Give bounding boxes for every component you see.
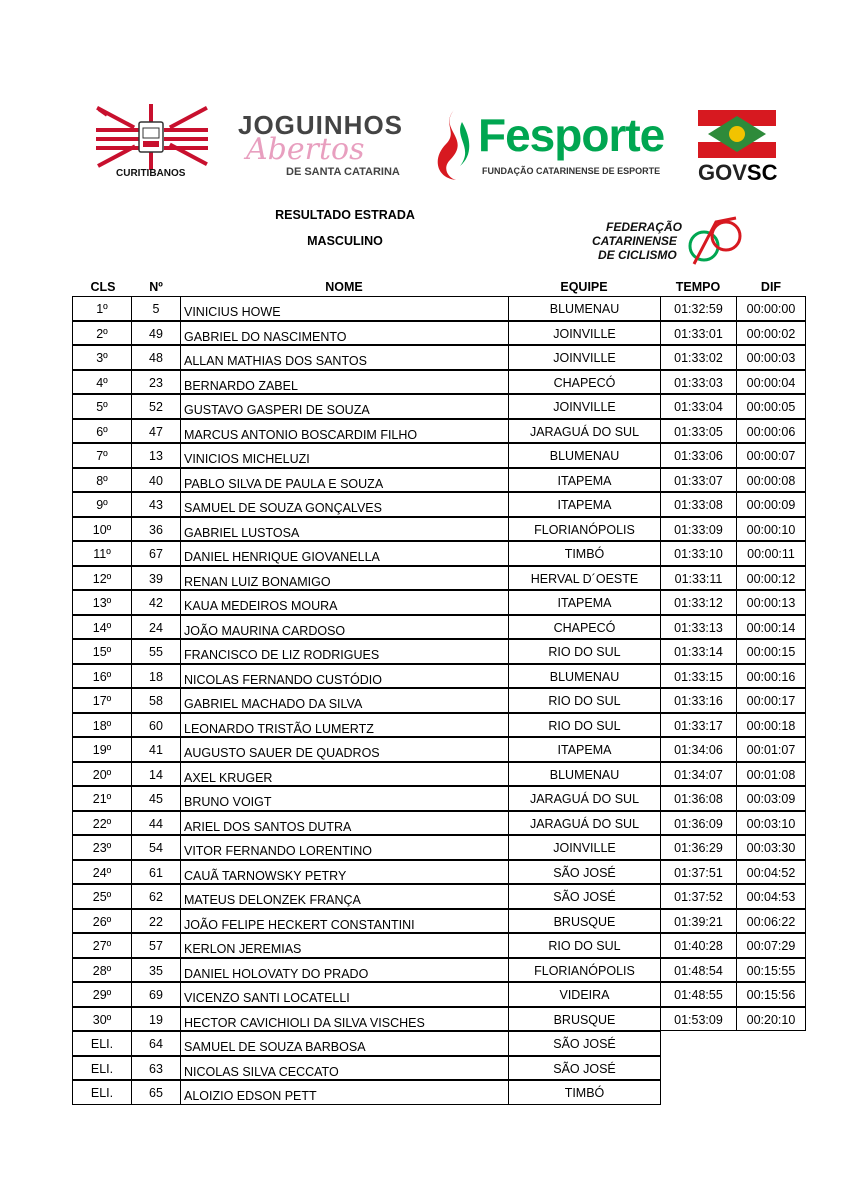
cell-name: ALOIZIO EDSON PETT [180, 1080, 509, 1105]
cell-cls: 26º [72, 909, 132, 934]
cell-cls: 15º [72, 639, 132, 664]
header-dif: DIF [760, 280, 782, 294]
cell-time: 01:48:55 [660, 982, 737, 1007]
cell-num: 48 [131, 345, 181, 370]
cell-team: TIMBÓ [508, 1080, 661, 1105]
joguinhos-logo [234, 110, 418, 180]
cell-num: 52 [131, 394, 181, 419]
cell-name: RENAN LUIZ BONAMIGO [180, 566, 509, 591]
cell-num: 23 [131, 370, 181, 395]
cell-cls: 29º [72, 982, 132, 1007]
cell-dif: 00:00:03 [736, 345, 806, 370]
cell-dif: 00:00:05 [736, 394, 806, 419]
cell-team: RIO DO SUL [508, 639, 661, 664]
cell-name: NICOLAS SILVA CECCATO [180, 1056, 509, 1081]
cell-dif: 00:04:52 [736, 860, 806, 885]
cell-cls: 1º [72, 296, 132, 321]
cell-num: 43 [131, 492, 181, 517]
cell-name: LEONARDO TRISTÃO LUMERTZ [180, 713, 509, 738]
cell-name: MARCUS ANTONIO BOSCARDIM FILHO [180, 419, 509, 444]
cell-cls: 18º [72, 713, 132, 738]
cell-dif: 00:00:13 [736, 590, 806, 615]
cell-cls: 22º [72, 811, 132, 836]
cell-time: 01:33:10 [660, 541, 737, 566]
cell-cls: 6º [72, 419, 132, 444]
cell-cls: ELI. [72, 1056, 132, 1081]
cell-dif: 00:00:00 [736, 296, 806, 321]
cell-team: JOINVILLE [508, 321, 661, 346]
cell-team: JOINVILLE [508, 345, 661, 370]
cell-cls: 12º [72, 566, 132, 591]
cell-num: 22 [131, 909, 181, 934]
cell-num: 13 [131, 443, 181, 468]
cell-dif: 00:00:02 [736, 321, 806, 346]
cell-team: HERVAL D´OESTE [508, 566, 661, 591]
cell-name: SAMUEL DE SOUZA GONÇALVES [180, 492, 509, 517]
cell-name: BRUNO VOIGT [180, 786, 509, 811]
cell-num: 65 [131, 1080, 181, 1105]
document-subtitle: MASCULINO [307, 234, 383, 248]
cell-dif: 00:00:16 [736, 664, 806, 689]
cell-cls: 17º [72, 688, 132, 713]
cell-num: 41 [131, 737, 181, 762]
joguinhos-script: Abertos [246, 132, 365, 167]
cell-cls: 2º [72, 321, 132, 346]
cell-team: JARAGUÁ DO SUL [508, 419, 661, 444]
govsc-sc: SC [746, 160, 778, 185]
fesporte-title: Fesporte [478, 109, 665, 161]
cell-team: SÃO JOSÉ [508, 1056, 661, 1081]
cell-team: JOINVILLE [508, 835, 661, 860]
fcc-line1: FEDERAÇÃO [606, 220, 683, 234]
cell-time: 01:34:06 [660, 737, 737, 762]
cell-team: SÃO JOSÉ [508, 860, 661, 885]
fcc-line3: DE CICLISMO [598, 248, 677, 262]
govsc-logo [694, 108, 780, 186]
cell-num: 55 [131, 639, 181, 664]
cell-team: BRUSQUE [508, 909, 661, 934]
cell-name: KERLON JEREMIAS [180, 933, 509, 958]
cell-cls: 16º [72, 664, 132, 689]
cell-team: SÃO JOSÉ [508, 884, 661, 909]
cell-team: CHAPECÓ [508, 615, 661, 640]
cell-cls: 8º [72, 468, 132, 493]
cell-cls: ELI. [72, 1031, 132, 1056]
cell-name: KAUA MEDEIROS MOURA [180, 590, 509, 615]
cell-cls: 14º [72, 615, 132, 640]
cell-time: 01:39:21 [660, 909, 737, 934]
cell-cls: 19º [72, 737, 132, 762]
cell-time: 01:33:17 [660, 713, 737, 738]
cell-time: 01:34:07 [660, 762, 737, 787]
cell-name: JOÃO FELIPE HECKERT CONSTANTINI [180, 909, 509, 934]
cell-time: 01:33:01 [660, 321, 737, 346]
cell-time: 01:33:08 [660, 492, 737, 517]
cell-num: 47 [131, 419, 181, 444]
cell-team: RIO DO SUL [508, 713, 661, 738]
fcc-logo [588, 212, 744, 270]
cell-cls: 27º [72, 933, 132, 958]
cell-num: 24 [131, 615, 181, 640]
cell-team: FLORIANÓPOLIS [508, 958, 661, 983]
cell-time: 01:36:29 [660, 835, 737, 860]
cyclist-icon [686, 212, 744, 270]
cell-dif: 00:03:30 [736, 835, 806, 860]
cell-cls: 9º [72, 492, 132, 517]
cell-time: 01:36:08 [660, 786, 737, 811]
cell-team: ITAPEMA [508, 468, 661, 493]
cell-dif: 00:00:08 [736, 468, 806, 493]
cell-num: 39 [131, 566, 181, 591]
cell-num: 14 [131, 762, 181, 787]
header-team: EQUIPE [560, 280, 608, 294]
cell-time: 01:48:54 [660, 958, 737, 983]
cell-name: BERNARDO ZABEL [180, 370, 509, 395]
cell-dif: 00:07:29 [736, 933, 806, 958]
cell-dif: 00:00:14 [736, 615, 806, 640]
cell-time: 01:33:15 [660, 664, 737, 689]
cell-team: TIMBÓ [508, 541, 661, 566]
cell-team: VIDEIRA [508, 982, 661, 1007]
cell-time: 01:33:02 [660, 345, 737, 370]
cell-cls: 23º [72, 835, 132, 860]
cell-time: 01:33:05 [660, 419, 737, 444]
cell-cls: 11º [72, 541, 132, 566]
cell-name: AUGUSTO SAUER DE QUADROS [180, 737, 509, 762]
cell-num: 64 [131, 1031, 181, 1056]
cell-team: ITAPEMA [508, 590, 661, 615]
cell-name: GABRIEL MACHADO DA SILVA [180, 688, 509, 713]
cell-team: BLUMENAU [508, 664, 661, 689]
cell-team: BRUSQUE [508, 1007, 661, 1032]
cell-time: 01:33:03 [660, 370, 737, 395]
cell-num: 69 [131, 982, 181, 1007]
cell-name: GUSTAVO GASPERI DE SOUZA [180, 394, 509, 419]
cell-cls: 24º [72, 860, 132, 885]
cell-dif: 00:06:22 [736, 909, 806, 934]
cell-num: 45 [131, 786, 181, 811]
cell-num: 61 [131, 860, 181, 885]
cell-num: 42 [131, 590, 181, 615]
cell-num: 40 [131, 468, 181, 493]
cell-name: VITOR FERNANDO LORENTINO [180, 835, 509, 860]
curitibanos-emblem-icon [94, 104, 210, 170]
cell-name: VINICIUS HOWE [180, 296, 509, 321]
cell-name: VICENZO SANTI LOCATELLI [180, 982, 509, 1007]
cell-team: JARAGUÁ DO SUL [508, 811, 661, 836]
cell-dif: 00:00:18 [736, 713, 806, 738]
cell-name: PABLO SILVA DE PAULA E SOUZA [180, 468, 509, 493]
cell-team: BLUMENAU [508, 296, 661, 321]
cell-dif: 00:15:56 [736, 982, 806, 1007]
cell-dif: 00:00:17 [736, 688, 806, 713]
cell-time: 01:33:14 [660, 639, 737, 664]
cell-team: ITAPEMA [508, 492, 661, 517]
cell-num: 5 [131, 296, 181, 321]
cell-dif: 00:00:15 [736, 639, 806, 664]
cell-time: 01:40:28 [660, 933, 737, 958]
cell-num: 62 [131, 884, 181, 909]
cell-cls: 10º [72, 517, 132, 542]
cell-name: CAUÃ TARNOWSKY PETRY [180, 860, 509, 885]
cell-team: CHAPECÓ [508, 370, 661, 395]
joguinhos-title: JOGUINHOS [238, 110, 404, 140]
cell-name: FRANCISCO DE LIZ RODRIGUES [180, 639, 509, 664]
cell-dif: 00:00:11 [736, 541, 806, 566]
cell-team: BLUMENAU [508, 443, 661, 468]
cell-num: 49 [131, 321, 181, 346]
cell-time: 01:37:52 [660, 884, 737, 909]
cell-dif: 00:00:10 [736, 517, 806, 542]
cell-team: RIO DO SUL [508, 688, 661, 713]
cell-cls: 4º [72, 370, 132, 395]
cell-cls: 5º [72, 394, 132, 419]
cell-num: 57 [131, 933, 181, 958]
cell-team: SÃO JOSÉ [508, 1031, 661, 1056]
cell-num: 67 [131, 541, 181, 566]
cell-cls: 30º [72, 1007, 132, 1032]
cell-team: RIO DO SUL [508, 933, 661, 958]
cell-name: ALLAN MATHIAS DOS SANTOS [180, 345, 509, 370]
cell-name: DANIEL HENRIQUE GIOVANELLA [180, 541, 509, 566]
cell-cls: ELI. [72, 1080, 132, 1105]
cell-name: SAMUEL DE SOUZA BARBOSA [180, 1031, 509, 1056]
curitibanos-label: CURITIBANOS [116, 168, 186, 179]
cell-time: 01:32:59 [660, 296, 737, 321]
cell-name: JOÃO MAURINA CARDOSO [180, 615, 509, 640]
header-time: TEMPO [675, 280, 721, 294]
cell-team: BLUMENAU [508, 762, 661, 787]
cell-dif: 00:00:12 [736, 566, 806, 591]
cell-name: AXEL KRUGER [180, 762, 509, 787]
cell-time: 01:37:51 [660, 860, 737, 885]
cell-team: JOINVILLE [508, 394, 661, 419]
sc-flag-icon [694, 108, 780, 160]
cell-time: 01:33:16 [660, 688, 737, 713]
cell-time: 01:33:06 [660, 443, 737, 468]
cell-dif: 00:15:55 [736, 958, 806, 983]
cell-time: 01:33:12 [660, 590, 737, 615]
cell-time: 01:36:09 [660, 811, 737, 836]
joguinhos-subtitle: DE SANTA CATARINA [286, 166, 400, 178]
govsc-gov: GOV [698, 160, 747, 185]
cell-num: 58 [131, 688, 181, 713]
cell-dif: 00:01:07 [736, 737, 806, 762]
cell-dif: 00:03:10 [736, 811, 806, 836]
cell-time: 01:33:13 [660, 615, 737, 640]
cell-dif: 00:04:53 [736, 884, 806, 909]
cell-cls: 3º [72, 345, 132, 370]
cell-name: NICOLAS FERNANDO CUSTÓDIO [180, 664, 509, 689]
header-cls: CLS [90, 280, 116, 294]
cell-name: GABRIEL LUSTOSA [180, 517, 509, 542]
cell-cls: 20º [72, 762, 132, 787]
cell-dif: 00:03:09 [736, 786, 806, 811]
cell-time: 01:53:09 [660, 1007, 737, 1032]
cell-num: 19 [131, 1007, 181, 1032]
cell-num: 36 [131, 517, 181, 542]
cell-name: ARIEL DOS SANTOS DUTRA [180, 811, 509, 836]
curitibanos-logo [94, 104, 210, 184]
header-num: Nº [149, 280, 163, 294]
cell-dif: 00:00:04 [736, 370, 806, 395]
cell-team: JARAGUÁ DO SUL [508, 786, 661, 811]
fesporte-subtitle: FUNDAÇÃO CATARINENSE DE ESPORTE [482, 166, 661, 176]
cell-cls: 25º [72, 884, 132, 909]
cell-dif: 00:20:10 [736, 1007, 806, 1032]
cell-cls: 21º [72, 786, 132, 811]
cell-dif: 00:01:08 [736, 762, 806, 787]
cell-team: ITAPEMA [508, 737, 661, 762]
cell-team: FLORIANÓPOLIS [508, 517, 661, 542]
cell-num: 63 [131, 1056, 181, 1081]
cell-num: 44 [131, 811, 181, 836]
cell-cls: 7º [72, 443, 132, 468]
cell-name: VINICIOS MICHELUZI [180, 443, 509, 468]
flame-icon [432, 108, 476, 182]
cell-cls: 28º [72, 958, 132, 983]
header-name: NOME [325, 280, 363, 294]
cell-time: 01:33:04 [660, 394, 737, 419]
cell-dif: 00:00:09 [736, 492, 806, 517]
fcc-line2: CATARINENSE [592, 234, 677, 248]
cell-num: 60 [131, 713, 181, 738]
document-title: RESULTADO ESTRADA [275, 208, 415, 222]
cell-num: 35 [131, 958, 181, 983]
cell-num: 54 [131, 835, 181, 860]
fesporte-logo [432, 108, 664, 182]
cell-num: 18 [131, 664, 181, 689]
cell-time: 01:33:09 [660, 517, 737, 542]
cell-name: MATEUS DELONZEK FRANÇA [180, 884, 509, 909]
cell-name: DANIEL HOLOVATY DO PRADO [180, 958, 509, 983]
cell-name: GABRIEL DO NASCIMENTO [180, 321, 509, 346]
cell-dif: 00:00:06 [736, 419, 806, 444]
cell-time: 01:33:07 [660, 468, 737, 493]
cell-dif: 00:00:07 [736, 443, 806, 468]
cell-name: HECTOR CAVICHIOLI DA SILVA VISCHES [180, 1007, 509, 1032]
cell-time: 01:33:11 [660, 566, 737, 591]
cell-cls: 13º [72, 590, 132, 615]
